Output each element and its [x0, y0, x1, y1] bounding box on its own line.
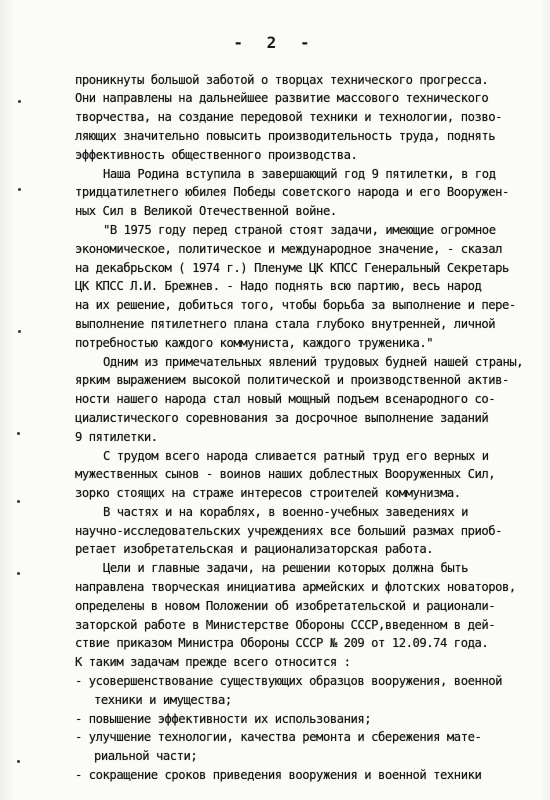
scan-speck [18, 330, 21, 333]
text-line: ствие приказом Министра Обороны СССР № 209 от 12.09.74 года. [75, 636, 489, 650]
scan-speck [17, 500, 20, 503]
text-line: "В 1975 году перед страной стоят задачи, имеющие огромное [103, 223, 496, 237]
page-number: - 2 - [233, 33, 317, 52]
scan-speck [18, 188, 21, 191]
text-line: потребностью каждого коммуниста, каждого труженика." [75, 336, 434, 350]
list-item: - улучшение технологии, качества ремонта и сбережения мате- [75, 730, 482, 744]
text-line: С трудом всего народа сливается ратный труд его верных и [103, 449, 489, 463]
scan-speck [17, 432, 20, 435]
list-item: - усовершенствование существующих образцов вооружения, военной [75, 674, 503, 688]
text-line: творчества, на создание передовой техники и технологии, позво- [75, 110, 503, 124]
text-line: ности нашего народа стал новый мощный подъем всенародного со- [75, 392, 496, 406]
scan-speck [18, 100, 21, 103]
text-line: техники и имущества; [94, 693, 232, 707]
text-line: Одним из примечательных явлений трудовых будней нашей страны, [103, 355, 524, 369]
text-line: К таким задачам прежде всего относится : [75, 655, 351, 669]
text-line: риальной части; [94, 749, 198, 763]
scan-speck [17, 760, 20, 763]
text-line: зорко стоящих на страже интересов строителей коммунизма. [75, 486, 461, 500]
text-line: тридцатилетнего юбилея Победы советского народа и его Вооружен- [75, 185, 509, 199]
text-line: экономическое, политическое и международное значение, - сказал [75, 242, 503, 256]
text-line: на декабрьском ( 1974 г.) Пленуме ЦК КПСС Генеральный Секретарь [75, 261, 509, 275]
text-line: направлена творческая инициатива армейских и флотских новаторов, [75, 580, 516, 594]
text-line: ЦК КПСС Л.И. Брежнев. - Надо поднять всю партию, весь народ [75, 279, 482, 293]
text-line: циалистического соревнования за досрочное выполнение заданий [75, 411, 489, 425]
list-item: - повышение эффективности их использования; [75, 712, 372, 726]
list-item: - сокращение сроков приведения вооружения и военной техники [75, 768, 482, 782]
text-line: определены в новом Положении об изобретательской и рационали- [75, 599, 496, 613]
text-line: научно-исследовательских учреждениях все больший размах приоб- [75, 524, 503, 538]
text-line: Наша Родина вступила в завершающий год 9 пятилетки, в год [103, 167, 496, 181]
text-line: проникнуты большой заботой о творцах технического прогресса. [75, 73, 489, 87]
text-line: ных Сил в Великой Отечественной войне. [75, 204, 337, 218]
text-line: ляющих значительно повысить производительность труда, поднять [75, 129, 496, 143]
text-line: выполнение пятилетнего плана стала глубоко внутренней, личной [75, 317, 496, 331]
text-line: эффективность общественного производства. [75, 148, 358, 162]
text-line: на их решение, добиться того, чтобы борьба за выполнение и пере- [75, 298, 516, 312]
text-line: 9 пятилетки. [75, 430, 158, 444]
scan-speck [17, 572, 20, 575]
text-line: Цели и главные задачи, на решении которых должна быть [103, 561, 469, 575]
text-line: ретает изобретательская и рационализаторская работа. [75, 542, 434, 556]
text-line: ярким выражением высокой политической и производственной актив- [75, 373, 509, 387]
text-line: заторской работе в Министерстве Обороны СССР,введенном в дей- [75, 618, 496, 632]
text-line: В частях и на кораблях, в военно-учебных заведениях и [103, 505, 469, 519]
text-line: Они направлены на дальнейшее развитие массового технического [75, 91, 489, 105]
text-line: мужественных сынов - воинов наших доблестных Вооруженных Сил, [75, 467, 496, 481]
